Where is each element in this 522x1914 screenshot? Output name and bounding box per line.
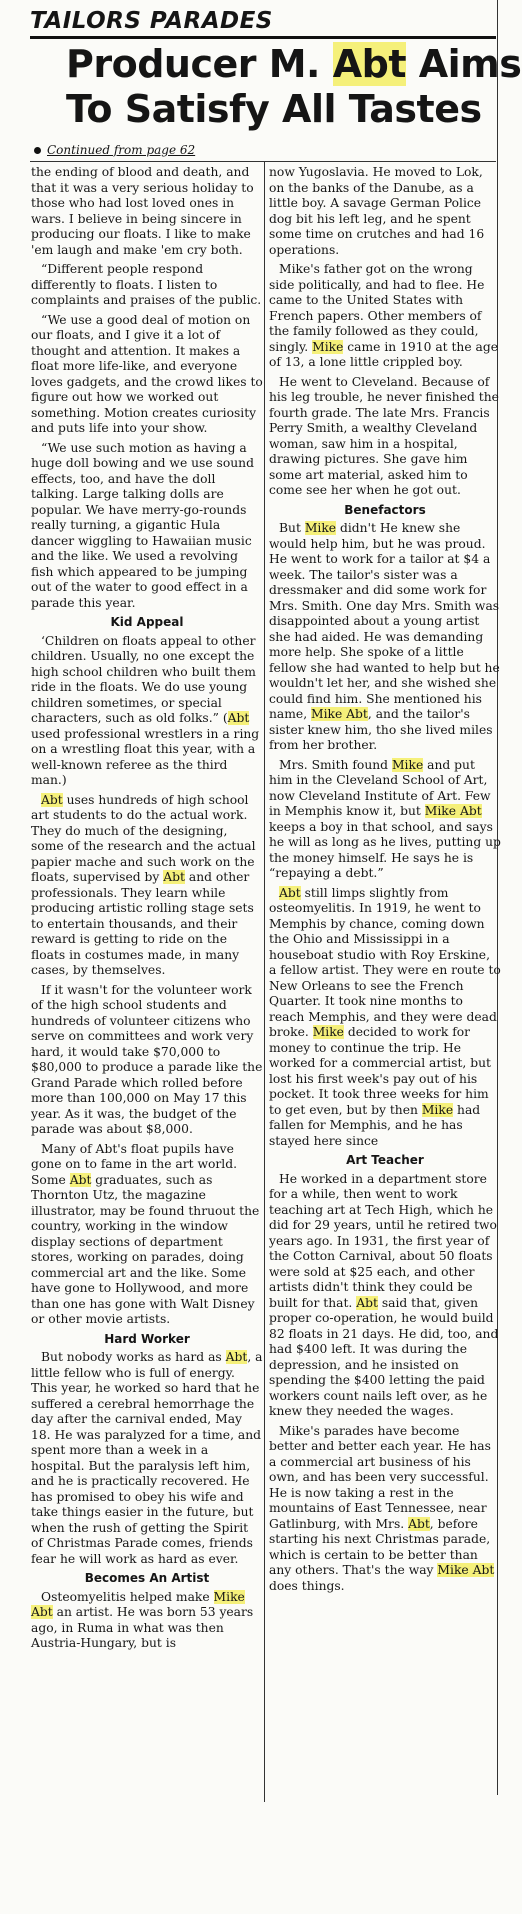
paragraph: [31, 1350, 263, 1567]
paragraph-text: and other professionals. They learn while producing artistic rolling stage sets to entertain thousands, and their reward is getting to ride on the floats in costumes made, in many cases, by themselves.: [31, 870, 254, 977]
column-gutter-rule: [264, 162, 265, 1802]
paragraph: [31, 441, 263, 612]
section-kicker: TAILORS PARADES: [30, 8, 273, 34]
continued-text: Continued from page 62: [47, 143, 196, 157]
headline-line-2: To Satisfy All Tastes: [66, 87, 482, 131]
paragraph-text: decided to work for money to continue the trip. He worked for a commercial artist, but lost his first week's pay out of his pocket. It took three weeks for him to get even, but by then: [269, 1025, 491, 1117]
paragraph: [31, 313, 263, 437]
highlighted-name: Mike: [391, 757, 424, 772]
paragraph-text: Osteomyelitis helped make: [41, 1589, 214, 1604]
paragraph: [269, 886, 501, 1150]
paragraph: [31, 165, 263, 258]
paragraph-text: had fallen for Memphis, and he has stayed here since: [269, 1102, 481, 1148]
paragraph-text: and put him in the Cleveland School of Art, now Cleveland Institute of Art. Few in Memphis know it, but: [269, 757, 491, 818]
highlighted-name: Mike: [304, 521, 337, 535]
paragraph: [31, 983, 263, 1138]
paragraph-text: , before starting his next Christmas parade, which is certain to be better than any others. That's the way: [269, 1516, 491, 1577]
article-column-left: [31, 165, 263, 1656]
paragraph-text: Mike's parades have become better and better each year. He has a commercial art business of his own, and has been very successful. He is now taking a rest in the mountains of East Tennessee, near Gatlinburg, with Mrs.: [269, 1423, 491, 1531]
headline-line-1: [66, 42, 522, 87]
highlighted-name: Mike Abt: [311, 707, 368, 721]
top-rule: [30, 36, 496, 39]
paragraph-text: said that, given proper co-operation, he would build 82 floats in 21 days. He did, too, and had $400 left. It was during the depression, and he insisted on spending the $400 letting the paid workers count nails left over, as he knew they needed the wages.: [269, 1295, 499, 1418]
highlighted-name: Mike: [312, 1025, 344, 1039]
headline-text: Aims: [405, 42, 522, 86]
highlighted-name: Abt: [225, 1350, 248, 1364]
paragraph-text: But nobody works as hard as: [41, 1350, 226, 1364]
highlighted-name: Abt: [408, 1516, 430, 1531]
paragraph: [31, 793, 263, 979]
paragraph: [269, 165, 501, 258]
paragraph: [269, 262, 501, 371]
paragraph-text: graduates, such as Thornton Utz, the magazine illustrator, may be found thruout the country, working in the window display sections of department stores, working on parades, doing commercial art and the like. Some have gone to Hollywood, and more than one has gone with Walt Disney or other movie artists.: [31, 1172, 260, 1326]
paragraph-text: “We use such motion as having a huge doll bowing and we use sound effects, too, and have the doll talking. Large talking dolls are popular. We have merry-go-rounds really turning, a gigantic Hula dancer wiggling to Hawaiian music and the like. We used a revolving fish which appeared to be jumping out of the water to good effect in a parade this year.: [31, 440, 254, 610]
highlighted-name: Abt: [41, 792, 63, 807]
highlighted-name: Mike: [312, 339, 344, 354]
paragraph-text: He went to Cleveland. Because of his leg trouble, he never finished the fourth grade. The late Mrs. Francis Perry Smith, a wealthy Cleveland woman, saw him in a hospital, drawing pictures. She gave him some art material, asked him to come see her when he got out.: [269, 374, 499, 497]
paragraph-text: an artist. He was born 53 years ago, in Ruma in what was then Austria-Hungary, but is: [31, 1605, 254, 1650]
highlighted-name: Abt: [69, 1172, 92, 1187]
subheading: Hard Worker: [104, 1331, 190, 1346]
subheading: Kid Appeal: [110, 615, 184, 629]
paragraph-text: didn't He knew she would help him, but he was proud. He went to work for a tailor at $4 a week. The tailor's sister was a dressmaker and did some work for Mrs. Smith. One day Mrs. Smith was disappointed about a young artist she had aided. He was demanding more help. She spoke of a little fellow she had wanted to help but he wouldn't let her, and she wished she could find him. She mentioned his name,: [269, 521, 500, 721]
highlighted-name: Mike Abt: [424, 804, 482, 818]
paragraph: [269, 521, 501, 754]
headline-text: Producer M.: [66, 42, 333, 86]
paragraph: [269, 1424, 501, 1595]
subheading: Becomes An Artist: [84, 1571, 210, 1585]
highlighted-name: Mike: [421, 1102, 454, 1117]
paragraph-text: came in 1910 at the age of 13, a lone little crippled boy.: [269, 339, 499, 369]
subheading: Benefactors: [344, 502, 426, 517]
paragraph-text: used professional wrestlers in a ring on a wrestling float this year, with a well-known referee as the third man.): [31, 726, 260, 787]
highlighted-name: Abt: [227, 711, 250, 725]
paragraph-text: “Different people respond differently to floats. I listen to complaints and praises of the public.: [31, 262, 262, 307]
paragraph-text: ‘Children on floats appeal to other children. Usually, no one except the high school children who built them ride in the floats. We do use young children sometimes, or special characters, such as old folks.” (: [31, 633, 256, 725]
highlighted-name: Abt: [332, 42, 406, 86]
highlighted-name: Mike Abt: [31, 1589, 245, 1619]
highlighted-name: Abt: [356, 1295, 378, 1310]
bullet-icon: [34, 147, 41, 154]
highlighted-name: Abt: [163, 870, 185, 884]
column-top-rule: [30, 161, 496, 162]
subheading: Art Teacher: [346, 1153, 424, 1167]
continued-line: [34, 143, 195, 157]
paragraph: [31, 1590, 263, 1652]
paragraph: [269, 375, 501, 499]
paragraph-text: now Yugoslavia. He moved to Lok, on the banks of the Danube, as a little boy. A savage German Police dog bit his left leg, and he spent some time on crutches and had 16 operations.: [269, 165, 485, 257]
paragraph-text: , a little fellow who is full of energy. This year, he worked so hard that he suffered a cerebral hemorrhage the day after the carnival ended, May 18. He was paralyzed for a time, and spent more than a week in a hospital. But the paralysis left him, and he is practically recovered. He has promised to obey his wife and take things easier in the future, but when the rush of getting the Spirit of Christmas Parade comes, friends fear he will work as hard as ever.: [31, 1350, 263, 1566]
paragraph-text: If it wasn't for the volunteer work of the high school students and hundreds of volunteer citizens who serve on committees and work very hard, it would take $70,000 to $80,000 to produce a parade like the Grand Parade which rolled before more than 100,000 on May 17 this year. As it was, the budget of the parade was about $8,000.: [31, 982, 263, 1136]
paragraph-text: Mrs. Smith found: [279, 757, 392, 772]
paragraph: [269, 1172, 501, 1420]
highlighted-name: Abt: [279, 885, 301, 900]
paragraph-text: does things.: [269, 1578, 345, 1593]
paragraph-text: , and the tailor's sister knew him, tho she lived miles from her brother.: [269, 707, 493, 752]
article-column-right: [269, 165, 501, 1598]
paragraph-text: He worked in a department store for a while, then went to work teaching art at Tech High, which he did for 29 years, until he retired two years ago. In 1931, the first year of the Cotton Carnival, about 50 floats were sold at $25 each, and other artists didn't think they could be built for that.: [269, 1171, 497, 1310]
paragraph: [269, 758, 501, 882]
paragraph-text: Mike's father got on the wrong side politically, and had to flee. He came to the United States with French papers. Other members of the family followed as they could, singly.: [269, 262, 485, 354]
paragraph-text: the ending of blood and death, and that it was a very serious holiday to those who had lost loved ones in wars. I believe in being sincere in producing our floats. I like to make 'em laugh and make 'em cry both.: [31, 165, 254, 257]
paragraph: [31, 1142, 263, 1328]
paragraph: [31, 262, 263, 309]
paragraph-text: “We use a good deal of motion on our floats, and I give it a lot of thought and attention. It makes a float more life-like, and everyone loves gadgets, and the crowd likes to figure out how we worked out something. Motion creates curiosity and puts life into your show.: [31, 312, 263, 435]
paragraph-text: keeps a boy in that school, and says he will as long as he lives, putting up the money himself. He says he is “repaying a debt.”: [269, 819, 501, 880]
headline: [66, 42, 522, 132]
highlighted-name: Mike Abt: [437, 1563, 495, 1577]
paragraph-text: Many of Abt's float pupils have gone on to fame in the art world. Some: [31, 1141, 237, 1187]
paragraph: [31, 634, 263, 789]
paragraph-text: But: [279, 521, 305, 535]
paragraph-text: uses hundreds of high school art students to do the actual work. They do much of the designing, some of the research and the actual papier mache and such work on the floats, supervised by: [31, 792, 256, 884]
paragraph-text: still limps slightly from osteomyelitis. In 1919, he went to Memphis by chance, coming down the Ohio and Mississippi in a houseboat studio with Roy Erskine, a fellow artist. They were en route to New Orleans to see the French Quarter. It took nine months to reach Memphis, and they were dead broke.: [269, 885, 501, 1039]
